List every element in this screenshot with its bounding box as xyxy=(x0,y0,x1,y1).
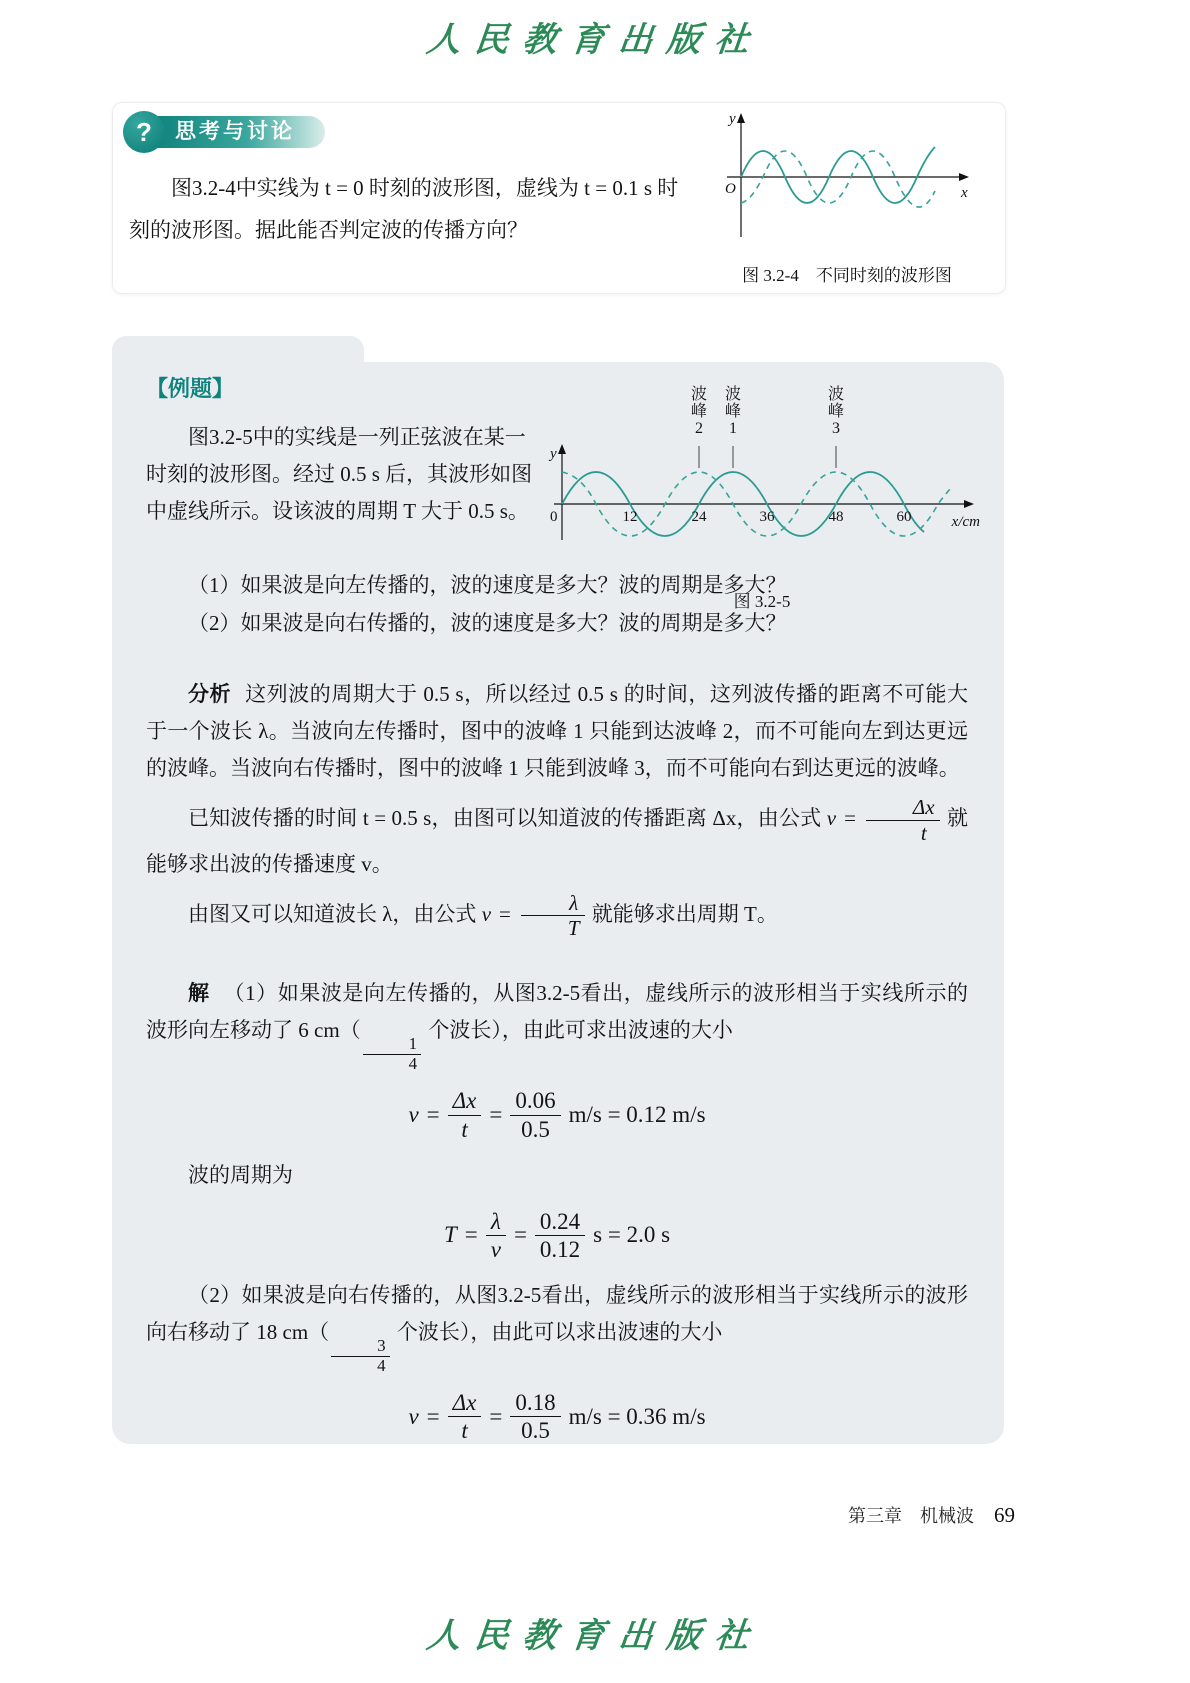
think-discuss-header xyxy=(123,111,325,153)
eq-lhs: v xyxy=(408,1102,419,1128)
eq-result: m/s = 0.12 m/s xyxy=(568,1102,706,1128)
example-question-1: （1）如果波是向左传播的，波的速度是多大？波的周期是多大？ xyxy=(188,573,787,597)
eq-result: s = 2.0 s xyxy=(593,1222,671,1248)
equals-sign: = xyxy=(499,901,511,926)
equation-speed-right xyxy=(146,1389,968,1444)
solution-paragraph-2 xyxy=(146,1277,968,1375)
x-tick-36: 36 xyxy=(759,509,775,525)
delta-x-over-t-fraction xyxy=(448,1087,482,1142)
fraction-denominator: T xyxy=(567,916,580,941)
page-footer xyxy=(848,1502,1015,1528)
equals-sign: = xyxy=(426,1102,440,1128)
x-tick-24: 24 xyxy=(691,509,707,525)
numeric-fraction xyxy=(510,1389,560,1444)
crest-word: 波峰 xyxy=(827,386,844,420)
text-segment: 就能够求出周期 T。 xyxy=(586,901,778,926)
text-segment: 已知波传播的时间 t = 0.5 s，由图可以知道波的传播距离 Δx，由公式 xyxy=(188,806,827,831)
three-quarters-fraction xyxy=(331,1337,390,1375)
text-segment: （1）如果波是向左传播的，从图3.2-5看出，虚线所示的波形相当于实线所示的波形向左移动了 6 cm（ xyxy=(146,981,969,1043)
figure-3-2-5-caption: 图 3.2-5 xyxy=(733,592,791,611)
crest-word: 波峰 xyxy=(690,386,707,420)
lambda-over-T-fraction xyxy=(521,891,585,942)
solution-paragraph-1 xyxy=(146,975,968,1073)
fraction-denominator: 0.5 xyxy=(521,1418,550,1444)
crest-number: 2 xyxy=(695,420,703,437)
fraction-denominator: 4 xyxy=(408,1053,418,1073)
fraction-numerator: 3 xyxy=(331,1337,390,1357)
delta-x-over-t-fraction xyxy=(448,1389,482,1444)
example-question-2: （2）如果波是向右传播的，波的速度是多大？波的周期是多大？ xyxy=(188,611,787,635)
fraction-denominator: 0.5 xyxy=(521,1116,550,1142)
y-axis-arrow xyxy=(558,444,566,454)
fraction-numerator: 0.06 xyxy=(510,1087,560,1115)
velocity-variable: v xyxy=(481,901,492,926)
x-tick-12: 12 xyxy=(622,509,638,525)
x-axis-label: x xyxy=(961,185,968,201)
delta-x-over-t-fraction xyxy=(866,795,940,846)
fraction-denominator: 0.12 xyxy=(539,1236,581,1262)
origin-label: O xyxy=(725,181,736,197)
equals-sign: = xyxy=(489,1102,503,1128)
solid-wave-t0 xyxy=(741,147,935,203)
fraction-numerator: Δx xyxy=(448,1087,482,1115)
equals-sign: = xyxy=(426,1403,440,1429)
fraction-denominator: t xyxy=(461,1116,468,1142)
example-title: 【例题】 xyxy=(146,376,235,401)
fraction-denominator: 4 xyxy=(377,1355,386,1375)
example-box xyxy=(112,362,1004,1444)
equals-sign: = xyxy=(489,1403,503,1429)
page-number: 69 xyxy=(994,1503,1015,1527)
y-axis-label: y xyxy=(729,111,736,127)
analysis-paragraph-3 xyxy=(146,891,968,942)
text-segment: 个波长），由此可求出波速的大小 xyxy=(423,1018,733,1043)
eq-lhs: T xyxy=(443,1222,457,1248)
question-mark-icon: ? xyxy=(123,111,165,153)
crest-number: 1 xyxy=(729,420,737,437)
equation-period xyxy=(146,1208,968,1263)
figure-3-2-5-canvas xyxy=(542,384,982,584)
figure-3-2-5 xyxy=(542,384,982,612)
y-axis-label: y xyxy=(550,446,557,462)
one-quarter-fraction xyxy=(363,1035,422,1073)
origin-label: 0 xyxy=(550,509,558,525)
analysis-paragraph-1 xyxy=(146,676,968,787)
figure-3-2-4-caption: 图 3.2-4 不同时刻的波形图 xyxy=(742,266,952,285)
equals-sign: = xyxy=(513,1222,527,1248)
fraction-denominator: t xyxy=(461,1418,468,1444)
numeric-fraction xyxy=(535,1208,585,1263)
fraction-denominator: v xyxy=(490,1236,501,1262)
equals-sign: = xyxy=(464,1222,478,1248)
fraction-numerator: 1 xyxy=(363,1035,422,1055)
x-axis-arrow xyxy=(964,500,974,508)
fraction-numerator: λ xyxy=(521,891,585,917)
example-intro: 图3.2-5中的实线是一列正弦波在某一时刻的波形图。经过 0.5 s 后，其波形如图中虚线所示。设该波的周期 T 大于 0.5 s。 xyxy=(146,425,533,523)
crest-label-1 xyxy=(721,386,745,438)
x-tick-60: 60 xyxy=(896,509,912,525)
crest-label-2 xyxy=(687,386,711,438)
crest-number: 3 xyxy=(832,420,840,437)
text-segment: 就能够求出波的传播速度 v。 xyxy=(146,806,968,876)
text-segment: 个波长），由此可以求出波速的大小 xyxy=(391,1319,723,1344)
analysis-text: 这列波的周期大于 0.5 s，所以经过 0.5 s 的时间，这列波传播的距离不可能大于一个波长 λ。当波向左传播时，图中的波峰 1 只能到达波峰 2，而不可能向左到达更远的波峰。当波向右传播时，图中的波峰 1 只能到波峰 3，而不可能向右到达更远的波峰。 xyxy=(146,682,969,780)
publisher-logo-bottom: 人民教育出版社 xyxy=(424,1618,765,1655)
y-axis-arrow xyxy=(737,113,745,123)
x-axis-label: x/cm xyxy=(951,514,980,530)
equation-speed-left xyxy=(146,1087,968,1142)
text-segment: （2）如果波是向右传播的，从图3.2-5看出，虚线所示的波形相当于实线所示的波形向右移动了 18 cm（ xyxy=(146,1282,968,1344)
fraction-numerator: 0.18 xyxy=(510,1389,560,1417)
think-discuss-question: 图3.2-4中实线为 t = 0 时刻的波形图，虚线为 t = 0.1 s 时刻的波形图。据此能否判定波的传播方向？ xyxy=(129,176,679,242)
eq-lhs: v xyxy=(408,1403,419,1429)
publisher-logo-top: 人民教育出版社 xyxy=(424,22,765,59)
x-tick-48: 48 xyxy=(828,509,844,525)
x-axis-arrow xyxy=(959,173,969,181)
crest-label-3 xyxy=(824,386,848,438)
example-content xyxy=(112,362,1004,1445)
fraction-numerator: λ xyxy=(486,1208,506,1236)
fraction-numerator: Δx xyxy=(448,1389,482,1417)
fraction-numerator: Δx xyxy=(866,795,940,821)
think-discuss-card xyxy=(112,102,1006,294)
velocity-variable: v xyxy=(826,806,837,831)
fraction-denominator: t xyxy=(920,820,927,845)
figure-3-2-4 xyxy=(697,105,997,286)
equals-sign: = xyxy=(844,806,856,831)
text-segment: 由图又可以知道波长 λ，由公式 xyxy=(188,901,482,926)
waveform-plot-3-2-4 xyxy=(707,105,987,253)
numeric-fraction xyxy=(510,1087,560,1142)
crest-word: 波峰 xyxy=(724,386,741,420)
think-discuss-title: 思考与讨论 xyxy=(151,116,325,148)
solution-label: 解 xyxy=(188,981,210,1006)
fraction-numerator: 0.24 xyxy=(535,1208,585,1236)
eq-result: m/s = 0.36 m/s xyxy=(568,1403,706,1429)
chapter-title: 第三章 机械波 xyxy=(848,1506,974,1526)
lambda-over-v-fraction xyxy=(486,1208,506,1263)
period-intro: 波的周期为 xyxy=(188,1162,293,1187)
analysis-label: 分析 xyxy=(188,682,232,706)
waveform-plot-3-2-5 xyxy=(542,384,982,584)
analysis-paragraph-2 xyxy=(146,795,968,883)
